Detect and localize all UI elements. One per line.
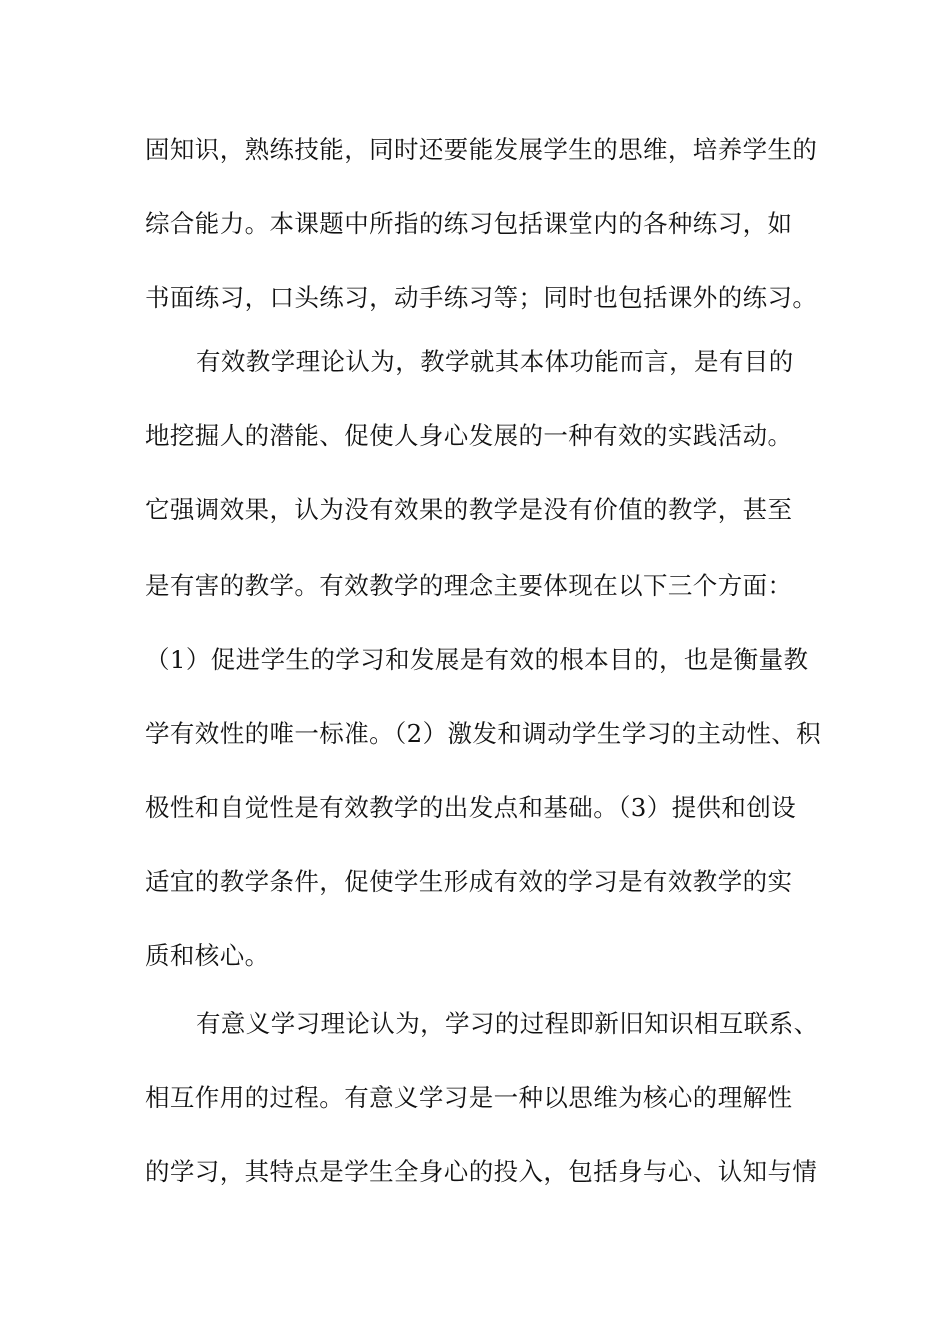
text-line-11: 适宜的教学条件，促使学生形成有效的学习是有效教学的实	[145, 867, 793, 896]
text-line-12: 质和核心。	[145, 941, 270, 970]
text-line-6: 它强调效果，认为没有效果的教学是没有价值的教学，甚至	[145, 495, 793, 524]
text-line-7: 是有害的教学。有效教学的理念主要体现在以下三个方面：	[145, 571, 793, 600]
text-line-10: 极性和自觉性是有效教学的出发点和基础。（3）提供和创设	[145, 793, 797, 822]
text-line-15: 的学习，其特点是学生全身心的投入，包括身与心、认知与情	[145, 1157, 818, 1186]
text-line-2: 综合能力。本课题中所指的练习包括课堂内的各种练习，如	[145, 209, 793, 238]
text-line-5: 地挖掘人的潜能、促使人身心发展的一种有效的实践活动。	[145, 421, 793, 450]
text-line-1: 固知识，熟练技能，同时还要能发展学生的思维，培养学生的	[145, 135, 818, 164]
paragraph-start-effective-teaching: 有效教学理论认为，教学就其本体功能而言，是有目的	[196, 347, 794, 376]
text-line-8: （1）促进学生的学习和发展是有效的根本目的，也是衡量教	[145, 645, 809, 674]
paragraph-start-meaningful-learning: 有意义学习理论认为，学习的过程即新旧知识相互联系、	[196, 1009, 819, 1038]
text-line-3: 书面练习，口头练习，动手练习等；同时也包括课外的练习。	[145, 283, 818, 312]
text-line-14: 相互作用的过程。有意义学习是一种以思维为核心的理解性	[145, 1083, 793, 1112]
text-line-9: 学有效性的唯一标准。（2）激发和调动学生学习的主动性、积	[145, 719, 822, 748]
